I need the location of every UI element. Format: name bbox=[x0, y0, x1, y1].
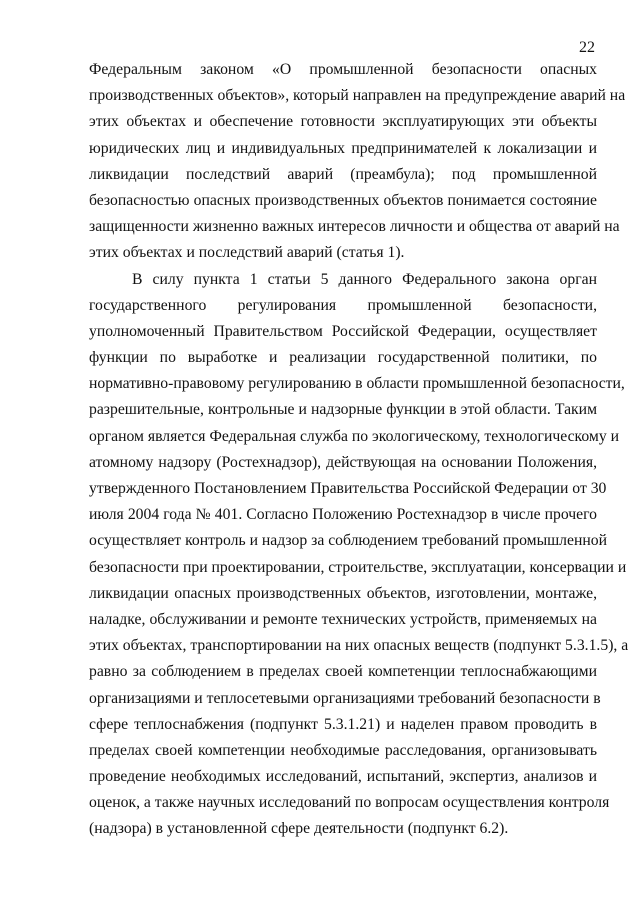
text-line: безопасности при проектировании, строительстве, эксплуатации, консервации и bbox=[89, 558, 627, 576]
text-line: производственных объектов», который направлен на предупреждение аварий на bbox=[89, 87, 626, 105]
paragraph-rostekhnadzor bbox=[89, 267, 629, 843]
text-line: разрешительные, контрольные и надзорные функции в этой области. Таким bbox=[89, 401, 597, 419]
text-line: атомному надзору (Ростехнадзор), действующая на основании Положения, bbox=[89, 453, 597, 471]
page-number: 22 bbox=[579, 39, 595, 56]
text-line: равно за соблюдением в пределах своей компетенции теплоснабжающими bbox=[89, 663, 597, 681]
text-line: пределах своей компетенции необходимые расследования, организовывать bbox=[89, 741, 597, 759]
text-line: проведение необходимых исследований, испытаний, экспертиз, анализов и bbox=[89, 768, 597, 786]
text-line: безопасностью опасных производственных объектов понимается состояние bbox=[89, 191, 597, 209]
text-line: этих объектах и последствий аварий (статья 1). bbox=[89, 244, 405, 262]
body-text bbox=[89, 57, 629, 843]
text-line: Федеральным законом «О промышленной безопасности опасных bbox=[89, 61, 597, 78]
text-line: уполномоченный Правительством Российской Федерации, осуществляет bbox=[89, 322, 597, 340]
text-line: защищенности жизненно важных интересов личности и общества от аварий на bbox=[89, 218, 620, 236]
text-line: государственного регулирования промышленной безопасности, bbox=[89, 296, 597, 314]
text-line: этих объектах, транспортировании на них опасных веществ (подпункт 5.3.1.5), а bbox=[89, 637, 629, 655]
text-line: организациями и теплосетевыми организациями требований безопасности в bbox=[89, 689, 601, 707]
text-line: июля 2004 года № 401. Согласно Положению Ростехнадзор в числе прочего bbox=[89, 506, 597, 524]
text-line: этих объектах и обеспечение готовности эксплуатирующих эти объекты bbox=[89, 113, 597, 131]
text-line: юридических лиц и индивидуальных предпринимателей к локализации и bbox=[89, 139, 597, 157]
text-line: утвержденного Постановлением Правительства Российской Федерации от 30 bbox=[89, 480, 607, 497]
text-line: функции по выработке и реализации государственной политики, по bbox=[89, 349, 597, 367]
text-line: нормативно-правовому регулированию в области промышленной безопасности, bbox=[89, 375, 625, 393]
text-line: оценок, а также научных исследований по вопросам осуществления контроля bbox=[89, 794, 610, 812]
text-line: ликвидации последствий аварий (преамбула); под промышленной bbox=[89, 165, 597, 183]
text-line: (надзора) в установленной сфере деятельности (подпункт 6.2). bbox=[89, 820, 509, 838]
text-line: В силу пункта 1 статьи 5 данного Федерального закона орган bbox=[132, 270, 597, 288]
text-line: осуществляет контроль и надзор за соблюдением требований промышленной bbox=[89, 532, 608, 550]
text-line: ликвидации опасных производственных объектов, изготовлении, монтаже, bbox=[89, 584, 597, 602]
text-line: сфере теплоснабжения (подпункт 5.3.1.21) и наделен правом проводить в bbox=[89, 715, 597, 733]
paragraph-continuation bbox=[89, 57, 626, 267]
text-line: наладке, обслуживании и ремонте технических устройств, применяемых на bbox=[89, 610, 597, 628]
text-line: органом является Федеральная служба по экологическому, технологическому и bbox=[89, 427, 620, 445]
